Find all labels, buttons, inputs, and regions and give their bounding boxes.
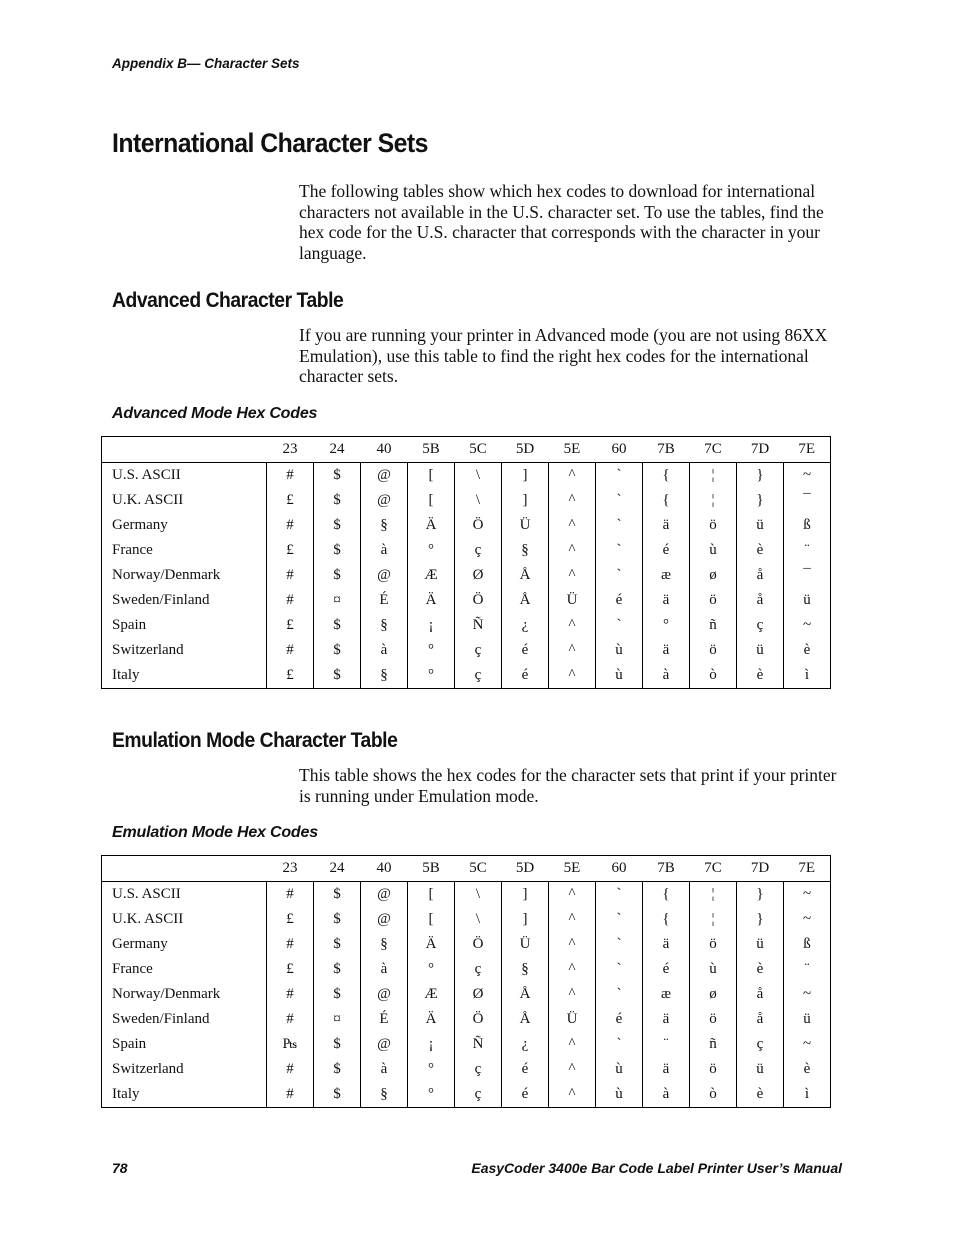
table-corner — [102, 437, 267, 463]
column-header: 7D — [737, 437, 784, 463]
char-cell: ò — [690, 663, 737, 689]
char-cell: ] — [502, 488, 549, 513]
table-row — [102, 613, 831, 638]
char-cell: ç — [455, 1057, 502, 1082]
country-label: U.K. ASCII — [102, 488, 267, 513]
char-cell: ^ — [549, 463, 596, 489]
char-cell: é — [643, 957, 690, 982]
char-cell: § — [502, 957, 549, 982]
char-cell: ¯ — [784, 488, 831, 513]
column-header: 40 — [361, 856, 408, 882]
char-cell: # — [267, 1057, 314, 1082]
char-cell: ~ — [784, 463, 831, 489]
char-cell: à — [361, 538, 408, 563]
char-cell: § — [361, 932, 408, 957]
country-label: France — [102, 957, 267, 982]
char-cell: è — [737, 663, 784, 689]
country-label: U.S. ASCII — [102, 882, 267, 908]
char-cell: ^ — [549, 907, 596, 932]
char-cell: ` — [596, 907, 643, 932]
char-cell: Å — [502, 563, 549, 588]
char-cell: ¿ — [502, 1032, 549, 1057]
char-cell: å — [737, 588, 784, 613]
char-cell: é — [643, 538, 690, 563]
char-cell: Ä — [408, 1007, 455, 1032]
char-cell: [ — [408, 463, 455, 489]
char-cell: ¿ — [502, 613, 549, 638]
char-cell: @ — [361, 488, 408, 513]
char-cell: Ü — [502, 513, 549, 538]
table-row — [102, 663, 831, 689]
column-header: 7C — [690, 856, 737, 882]
char-cell: ç — [455, 957, 502, 982]
char-cell: # — [267, 1007, 314, 1032]
char-cell: é — [502, 663, 549, 689]
char-cell: è — [737, 1082, 784, 1108]
char-cell: # — [267, 882, 314, 908]
char-cell: ` — [596, 1032, 643, 1057]
country-label: Norway/Denmark — [102, 982, 267, 1007]
char-cell: Ñ — [455, 1032, 502, 1057]
char-cell: £ — [267, 907, 314, 932]
char-cell: ` — [596, 957, 643, 982]
char-cell: ~ — [784, 613, 831, 638]
char-cell: ö — [690, 1007, 737, 1032]
char-cell: ¤ — [314, 1007, 361, 1032]
char-cell: ° — [408, 1082, 455, 1108]
char-cell: Æ — [408, 563, 455, 588]
char-cell: ₧ — [267, 1032, 314, 1057]
column-header: 5E — [549, 856, 596, 882]
char-cell: ° — [408, 538, 455, 563]
table-row — [102, 463, 831, 489]
char-cell: { — [643, 882, 690, 908]
advanced-hex-table — [101, 436, 831, 689]
char-cell: $ — [314, 638, 361, 663]
char-cell: ñ — [690, 1032, 737, 1057]
table-row — [102, 882, 831, 908]
char-cell: ¦ — [690, 907, 737, 932]
table-row — [102, 1057, 831, 1082]
char-cell: Å — [502, 588, 549, 613]
table-corner — [102, 856, 267, 882]
char-cell: ¨ — [784, 538, 831, 563]
char-cell: ä — [643, 638, 690, 663]
char-cell: @ — [361, 882, 408, 908]
char-cell: ¡ — [408, 613, 455, 638]
char-cell: é — [502, 1082, 549, 1108]
char-cell: ç — [455, 663, 502, 689]
table-row — [102, 513, 831, 538]
char-cell: # — [267, 1082, 314, 1108]
char-cell: ` — [596, 982, 643, 1007]
country-label: Germany — [102, 932, 267, 957]
char-cell: Å — [502, 1007, 549, 1032]
page-title: International Character Sets — [112, 128, 428, 158]
column-header: 5B — [408, 856, 455, 882]
char-cell: ` — [596, 513, 643, 538]
char-cell: Ö — [455, 1007, 502, 1032]
char-cell: @ — [361, 463, 408, 489]
char-cell: # — [267, 982, 314, 1007]
char-cell: ¤ — [314, 588, 361, 613]
char-cell: ^ — [549, 1057, 596, 1082]
char-cell: à — [361, 957, 408, 982]
country-label: U.K. ASCII — [102, 907, 267, 932]
char-cell: Ö — [455, 588, 502, 613]
country-label: Italy — [102, 663, 267, 689]
table-row — [102, 488, 831, 513]
column-header: 23 — [267, 856, 314, 882]
char-cell: ` — [596, 563, 643, 588]
char-cell: é — [502, 638, 549, 663]
char-cell: ~ — [784, 907, 831, 932]
table-row — [102, 1007, 831, 1032]
char-cell: $ — [314, 613, 361, 638]
char-cell: @ — [361, 907, 408, 932]
char-cell: è — [784, 638, 831, 663]
char-cell: \ — [455, 882, 502, 908]
country-label: U.S. ASCII — [102, 463, 267, 489]
char-cell: ` — [596, 882, 643, 908]
char-cell: [ — [408, 907, 455, 932]
char-cell: $ — [314, 1032, 361, 1057]
advanced-paragraph: If you are running your printer in Advanced mode (you are not using 86XX Emulation), use this table to find the right hex codes for the international character sets. — [299, 325, 828, 386]
char-cell: $ — [314, 463, 361, 489]
char-cell: # — [267, 588, 314, 613]
country-label: Norway/Denmark — [102, 563, 267, 588]
char-cell: Ö — [455, 932, 502, 957]
char-cell: ¡ — [408, 1032, 455, 1057]
column-header: 7C — [690, 437, 737, 463]
char-cell: Ä — [408, 588, 455, 613]
char-cell: ¦ — [690, 463, 737, 489]
emulation-table-caption: Emulation Mode Hex Codes — [112, 824, 318, 841]
char-cell: ø — [690, 563, 737, 588]
column-header: 7B — [643, 437, 690, 463]
char-cell: à — [643, 1082, 690, 1108]
char-cell: ö — [690, 638, 737, 663]
char-cell: § — [361, 1082, 408, 1108]
table-row — [102, 538, 831, 563]
char-cell: ç — [737, 613, 784, 638]
country-label: Switzerland — [102, 1057, 267, 1082]
char-cell: ^ — [549, 563, 596, 588]
char-cell: ° — [408, 1057, 455, 1082]
char-cell: $ — [314, 538, 361, 563]
char-cell: Ü — [549, 1007, 596, 1032]
char-cell: è — [737, 538, 784, 563]
char-cell: § — [361, 663, 408, 689]
char-cell: ä — [643, 513, 690, 538]
column-header: 60 — [596, 856, 643, 882]
char-cell: [ — [408, 882, 455, 908]
char-cell: } — [737, 463, 784, 489]
char-cell: Ä — [408, 513, 455, 538]
column-header: 5C — [455, 856, 502, 882]
char-cell: ` — [596, 538, 643, 563]
char-cell: } — [737, 882, 784, 908]
char-cell: ü — [737, 638, 784, 663]
char-cell: ¨ — [784, 957, 831, 982]
table-row — [102, 1032, 831, 1057]
advanced-heading: Advanced Character Table — [112, 289, 344, 312]
char-cell: Ñ — [455, 613, 502, 638]
char-cell: ü — [737, 513, 784, 538]
char-cell: £ — [267, 663, 314, 689]
char-cell: ¦ — [690, 488, 737, 513]
char-cell: ^ — [549, 513, 596, 538]
char-cell: ä — [643, 932, 690, 957]
char-cell: å — [737, 1007, 784, 1032]
char-cell: ° — [408, 663, 455, 689]
char-cell: $ — [314, 513, 361, 538]
char-cell: ù — [596, 663, 643, 689]
char-cell: $ — [314, 663, 361, 689]
char-cell: ö — [690, 1057, 737, 1082]
char-cell: $ — [314, 982, 361, 1007]
char-cell: ~ — [784, 982, 831, 1007]
char-cell: ì — [784, 663, 831, 689]
char-cell: $ — [314, 957, 361, 982]
char-cell: § — [502, 538, 549, 563]
char-cell: ç — [455, 1082, 502, 1108]
char-cell: $ — [314, 932, 361, 957]
char-cell: [ — [408, 488, 455, 513]
char-cell: ^ — [549, 613, 596, 638]
char-cell: ç — [455, 538, 502, 563]
char-cell: Ö — [455, 513, 502, 538]
running-header: Appendix B— Character Sets — [112, 56, 300, 71]
table-row — [102, 982, 831, 1007]
char-cell: # — [267, 638, 314, 663]
char-cell: ^ — [549, 1082, 596, 1108]
char-cell: ¨ — [643, 1032, 690, 1057]
char-cell: ° — [408, 638, 455, 663]
char-cell: ö — [690, 588, 737, 613]
char-cell: ò — [690, 1082, 737, 1108]
char-cell: $ — [314, 1082, 361, 1108]
table-row — [102, 957, 831, 982]
column-header: 5E — [549, 437, 596, 463]
table-row — [102, 563, 831, 588]
column-header: 5D — [502, 437, 549, 463]
country-label: France — [102, 538, 267, 563]
char-cell: ¯ — [784, 563, 831, 588]
char-cell: Ü — [502, 932, 549, 957]
char-cell: ^ — [549, 957, 596, 982]
emulation-hex-table — [101, 855, 831, 1108]
column-header: 7B — [643, 856, 690, 882]
char-cell: @ — [361, 982, 408, 1007]
char-cell: ü — [784, 588, 831, 613]
char-cell: } — [737, 907, 784, 932]
country-label: Italy — [102, 1082, 267, 1108]
char-cell: ä — [643, 1007, 690, 1032]
char-cell: é — [502, 1057, 549, 1082]
column-header: 23 — [267, 437, 314, 463]
country-label: Sweden/Finland — [102, 588, 267, 613]
char-cell: æ — [643, 982, 690, 1007]
column-header: 7E — [784, 856, 831, 882]
char-cell: Ø — [455, 563, 502, 588]
emulation-heading: Emulation Mode Character Table — [112, 729, 398, 752]
char-cell: @ — [361, 563, 408, 588]
char-cell: ` — [596, 463, 643, 489]
char-cell: ^ — [549, 538, 596, 563]
char-cell: à — [361, 1057, 408, 1082]
char-cell: ~ — [784, 1032, 831, 1057]
char-cell: { — [643, 488, 690, 513]
char-cell: É — [361, 588, 408, 613]
char-cell: ` — [596, 932, 643, 957]
char-cell: } — [737, 488, 784, 513]
char-cell: ñ — [690, 613, 737, 638]
char-cell: Ä — [408, 932, 455, 957]
char-cell: ` — [596, 613, 643, 638]
char-cell: { — [643, 907, 690, 932]
char-cell: \ — [455, 463, 502, 489]
char-cell: ] — [502, 463, 549, 489]
char-cell: ° — [643, 613, 690, 638]
char-cell: ö — [690, 932, 737, 957]
country-label: Spain — [102, 613, 267, 638]
char-cell: ü — [737, 932, 784, 957]
char-cell: æ — [643, 563, 690, 588]
char-cell: ù — [690, 957, 737, 982]
column-header: 5B — [408, 437, 455, 463]
char-cell: £ — [267, 488, 314, 513]
char-cell: { — [643, 463, 690, 489]
char-cell: ø — [690, 982, 737, 1007]
char-cell: à — [361, 638, 408, 663]
char-cell: ü — [784, 1007, 831, 1032]
emulation-paragraph: This table shows the hex codes for the character sets that print if your printer is running under Emulation mode. — [299, 765, 837, 806]
char-cell: ö — [690, 513, 737, 538]
char-cell: $ — [314, 563, 361, 588]
intro-paragraph: The following tables show which hex codes to download for international characters not available in the U.S. character set. To use the tables, find the hex code for the U.S. character that corresponds with the character in your language. — [299, 181, 824, 263]
char-cell: Æ — [408, 982, 455, 1007]
char-cell: ^ — [549, 488, 596, 513]
char-cell: å — [737, 563, 784, 588]
table-row — [102, 907, 831, 932]
column-header: 60 — [596, 437, 643, 463]
char-cell: ù — [690, 538, 737, 563]
char-cell: ^ — [549, 1032, 596, 1057]
column-header: 24 — [314, 856, 361, 882]
table-row — [102, 932, 831, 957]
column-header: 40 — [361, 437, 408, 463]
char-cell: ù — [596, 1082, 643, 1108]
char-cell: ^ — [549, 932, 596, 957]
char-cell: Å — [502, 982, 549, 1007]
char-cell: ^ — [549, 638, 596, 663]
advanced-table-caption: Advanced Mode Hex Codes — [112, 405, 318, 422]
table-row — [102, 1082, 831, 1108]
char-cell: ` — [596, 488, 643, 513]
char-cell: \ — [455, 488, 502, 513]
char-cell: ] — [502, 907, 549, 932]
char-cell: è — [737, 957, 784, 982]
char-cell: Ø — [455, 982, 502, 1007]
country-label: Spain — [102, 1032, 267, 1057]
char-cell: $ — [314, 1057, 361, 1082]
char-cell: § — [361, 613, 408, 638]
column-header: 7D — [737, 856, 784, 882]
char-cell: ß — [784, 932, 831, 957]
char-cell: £ — [267, 538, 314, 563]
char-cell: ¦ — [690, 882, 737, 908]
column-header: 7E — [784, 437, 831, 463]
char-cell: $ — [314, 488, 361, 513]
char-cell: ° — [408, 957, 455, 982]
char-cell: ç — [455, 638, 502, 663]
char-cell: Ü — [549, 588, 596, 613]
char-cell: é — [596, 588, 643, 613]
country-label: Sweden/Finland — [102, 1007, 267, 1032]
char-cell: à — [643, 663, 690, 689]
char-cell: è — [784, 1057, 831, 1082]
country-label: Switzerland — [102, 638, 267, 663]
char-cell: # — [267, 563, 314, 588]
char-cell: ü — [737, 1057, 784, 1082]
column-header: 24 — [314, 437, 361, 463]
table-row — [102, 638, 831, 663]
char-cell: # — [267, 932, 314, 957]
char-cell: $ — [314, 907, 361, 932]
char-cell: £ — [267, 613, 314, 638]
char-cell: ^ — [549, 663, 596, 689]
char-cell: \ — [455, 907, 502, 932]
char-cell: ß — [784, 513, 831, 538]
char-cell: ^ — [549, 982, 596, 1007]
char-cell: ^ — [549, 882, 596, 908]
char-cell: ç — [737, 1032, 784, 1057]
column-header: 5C — [455, 437, 502, 463]
char-cell: § — [361, 513, 408, 538]
char-cell: å — [737, 982, 784, 1007]
char-cell: ù — [596, 1057, 643, 1082]
char-cell: @ — [361, 1032, 408, 1057]
char-cell: ] — [502, 882, 549, 908]
char-cell: # — [267, 463, 314, 489]
char-cell: ~ — [784, 882, 831, 908]
page-number: 78 — [112, 1160, 128, 1176]
char-cell: ä — [643, 588, 690, 613]
char-cell: $ — [314, 882, 361, 908]
char-cell: ì — [784, 1082, 831, 1108]
char-cell: É — [361, 1007, 408, 1032]
char-cell: é — [596, 1007, 643, 1032]
table-row — [102, 588, 831, 613]
country-label: Germany — [102, 513, 267, 538]
char-cell: # — [267, 513, 314, 538]
char-cell: £ — [267, 957, 314, 982]
column-header: 5D — [502, 856, 549, 882]
char-cell: ù — [596, 638, 643, 663]
char-cell: ä — [643, 1057, 690, 1082]
manual-title: EasyCoder 3400e Bar Code Label Printer User’s Manual — [471, 1160, 842, 1176]
